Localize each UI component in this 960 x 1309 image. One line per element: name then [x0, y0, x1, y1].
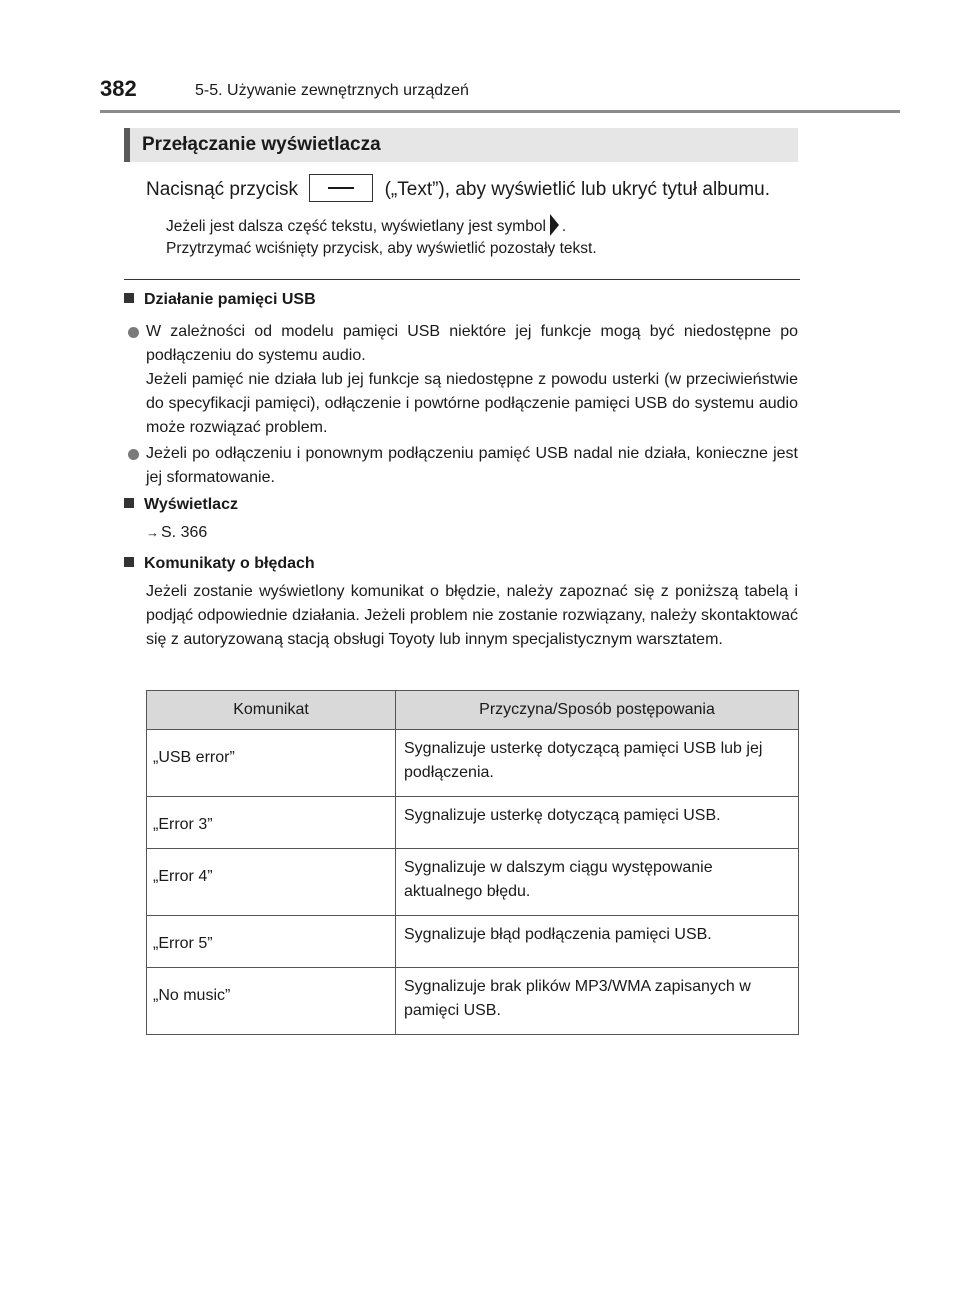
header-rule	[100, 110, 900, 113]
page-reference	[146, 524, 207, 542]
table-row	[147, 916, 799, 968]
arrow-right-icon	[550, 214, 559, 236]
table-header-row	[147, 691, 799, 730]
table-row	[147, 968, 799, 1035]
table-cell-cause: Sygnalizuje usterkę dotyczącą pamięci USB lub jej podłączenia.	[396, 730, 799, 797]
instruction-after: („Text”), aby wyświetlić lub ukryć tytuł albumu.	[384, 179, 770, 201]
table-cell-message: „No music”	[147, 968, 396, 1035]
table-cell-cause: Sygnalizuje błąd podłączenia pamięci USB.	[396, 916, 799, 968]
table-row	[147, 730, 799, 797]
divider	[124, 279, 800, 280]
display-heading-text: Wyświetlacz	[144, 496, 238, 513]
table-cell-message: „Error 4”	[147, 849, 396, 916]
table-cell-cause: Sygnalizuje w dalszym ciągu występowanie aktualnego błędu.	[396, 849, 799, 916]
dash-button-icon	[309, 174, 373, 202]
table-cell-message: „Error 3”	[147, 797, 396, 849]
page-header	[100, 76, 900, 106]
usb-bullet-2: Jeżeli po odłączeniu i ponownym podłączeniu pamięć USB nadal nie działa, konieczne jest jej sformatowanie.	[146, 445, 798, 486]
section-heading-bar	[124, 128, 798, 162]
table-cell-message: „USB error”	[147, 730, 396, 797]
page-number: 382	[100, 76, 137, 101]
page-reference-text: S. 366	[161, 524, 208, 541]
circle-bullet-icon	[128, 449, 139, 460]
usb-bullet-1-cont: Jeżeli pamięć nie działa lub jej funkcje są niedostępne z powodu usterki (w przeciwieństwie do specyfikacji pamięci), odłączenie i powtórne podłączenie pamięci USB do systemu audio może rozwiązać problem.	[146, 371, 798, 436]
section-title: Przełączanie wyświetlacza	[142, 134, 381, 155]
note-line-1-text: Jeżeli jest dalsza część tekstu, wyświetlany jest symbol	[166, 218, 546, 235]
instruction-before: Nacisnąć przycisk	[146, 179, 299, 201]
table-row	[147, 849, 799, 916]
display-heading	[124, 496, 238, 514]
note-line-1	[166, 214, 566, 236]
column-header: Przyczyna/Sposób postępowania	[396, 691, 799, 730]
list-item	[124, 320, 798, 440]
table-row	[147, 797, 799, 849]
note-line-2: Przytrzymać wciśnięty przycisk, aby wyświetlić pozostały tekst.	[166, 240, 597, 257]
square-bullet-icon	[124, 293, 134, 303]
list-item	[124, 442, 798, 490]
usb-bullet-1: W zależności od modelu pamięci USB niektóre jej funkcje mogą być niedostępne po podłączeniu do systemu audio.	[146, 323, 798, 364]
table-cell-cause: Sygnalizuje usterkę dotyczącą pamięci USB.	[396, 797, 799, 849]
instruction	[146, 176, 770, 204]
reference-arrow: →	[146, 525, 159, 540]
errors-heading-text: Komunikaty o błędach	[144, 555, 315, 572]
errors-intro: Jeżeli zostanie wyświetlony komunikat o błędzie, należy zapoznać się z poniższą tabelą i podjąć odpowiednie działania. Jeżeli problem nie zostanie rozwiązany, należy skontaktować się z autoryzowaną stacją obsługi Toyoty lub innym specjalistycznym warsztatem.	[146, 583, 798, 648]
usb-heading	[124, 291, 316, 309]
chapter-title: 5-5. Używanie zewnętrznych urządzeń	[195, 82, 469, 99]
square-bullet-icon	[124, 557, 134, 567]
column-header: Komunikat	[147, 691, 396, 730]
table-cell-cause: Sygnalizuje brak plików MP3/WMA zapisanych w pamięci USB.	[396, 968, 799, 1035]
error-messages-table	[146, 690, 799, 1035]
table-cell-message: „Error 5”	[147, 916, 396, 968]
square-bullet-icon	[124, 498, 134, 508]
errors-heading	[124, 555, 315, 573]
usb-heading-text: Działanie pamięci USB	[144, 291, 316, 308]
note-line-1-end: .	[561, 218, 567, 235]
section-accent	[124, 128, 130, 162]
circle-bullet-icon	[128, 327, 139, 338]
